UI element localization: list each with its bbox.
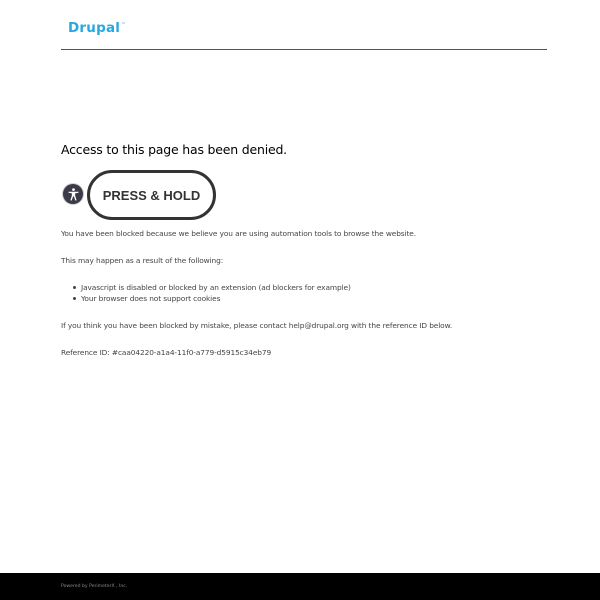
reasons-intro: This may happen as a result of the following: (61, 256, 224, 265)
reasons-list (61, 282, 351, 304)
list-item: Javascript is disabled or blocked by an extension (ad blockers for example) (61, 282, 351, 293)
reference-id: Reference ID: #caa04220-a1a4-11f0-a779-d5915c34eb79 (61, 348, 272, 357)
logo-trademark: ™ (121, 22, 127, 28)
list-item: Your browser does not support cookies (61, 293, 351, 304)
contact-message: If you think you have been blocked by mistake, please contact help@drupal.org with the reference ID below. (61, 321, 453, 330)
blocked-message: You have been blocked because we believe you are using automation tools to browse the website. (61, 229, 416, 238)
logo-text: Drupal (68, 20, 121, 36)
drupal-logo[interactable] (68, 20, 126, 36)
page-title: Access to this page has been denied. (61, 142, 287, 157)
header (61, 0, 547, 50)
press-and-hold-button[interactable]: PRESS & HOLD (87, 170, 216, 220)
footer (0, 573, 600, 600)
accessibility-person-icon (66, 187, 81, 202)
accessibility-icon[interactable] (63, 184, 83, 204)
powered-by-text: Powered by PerimeterX , Inc. (61, 584, 128, 589)
